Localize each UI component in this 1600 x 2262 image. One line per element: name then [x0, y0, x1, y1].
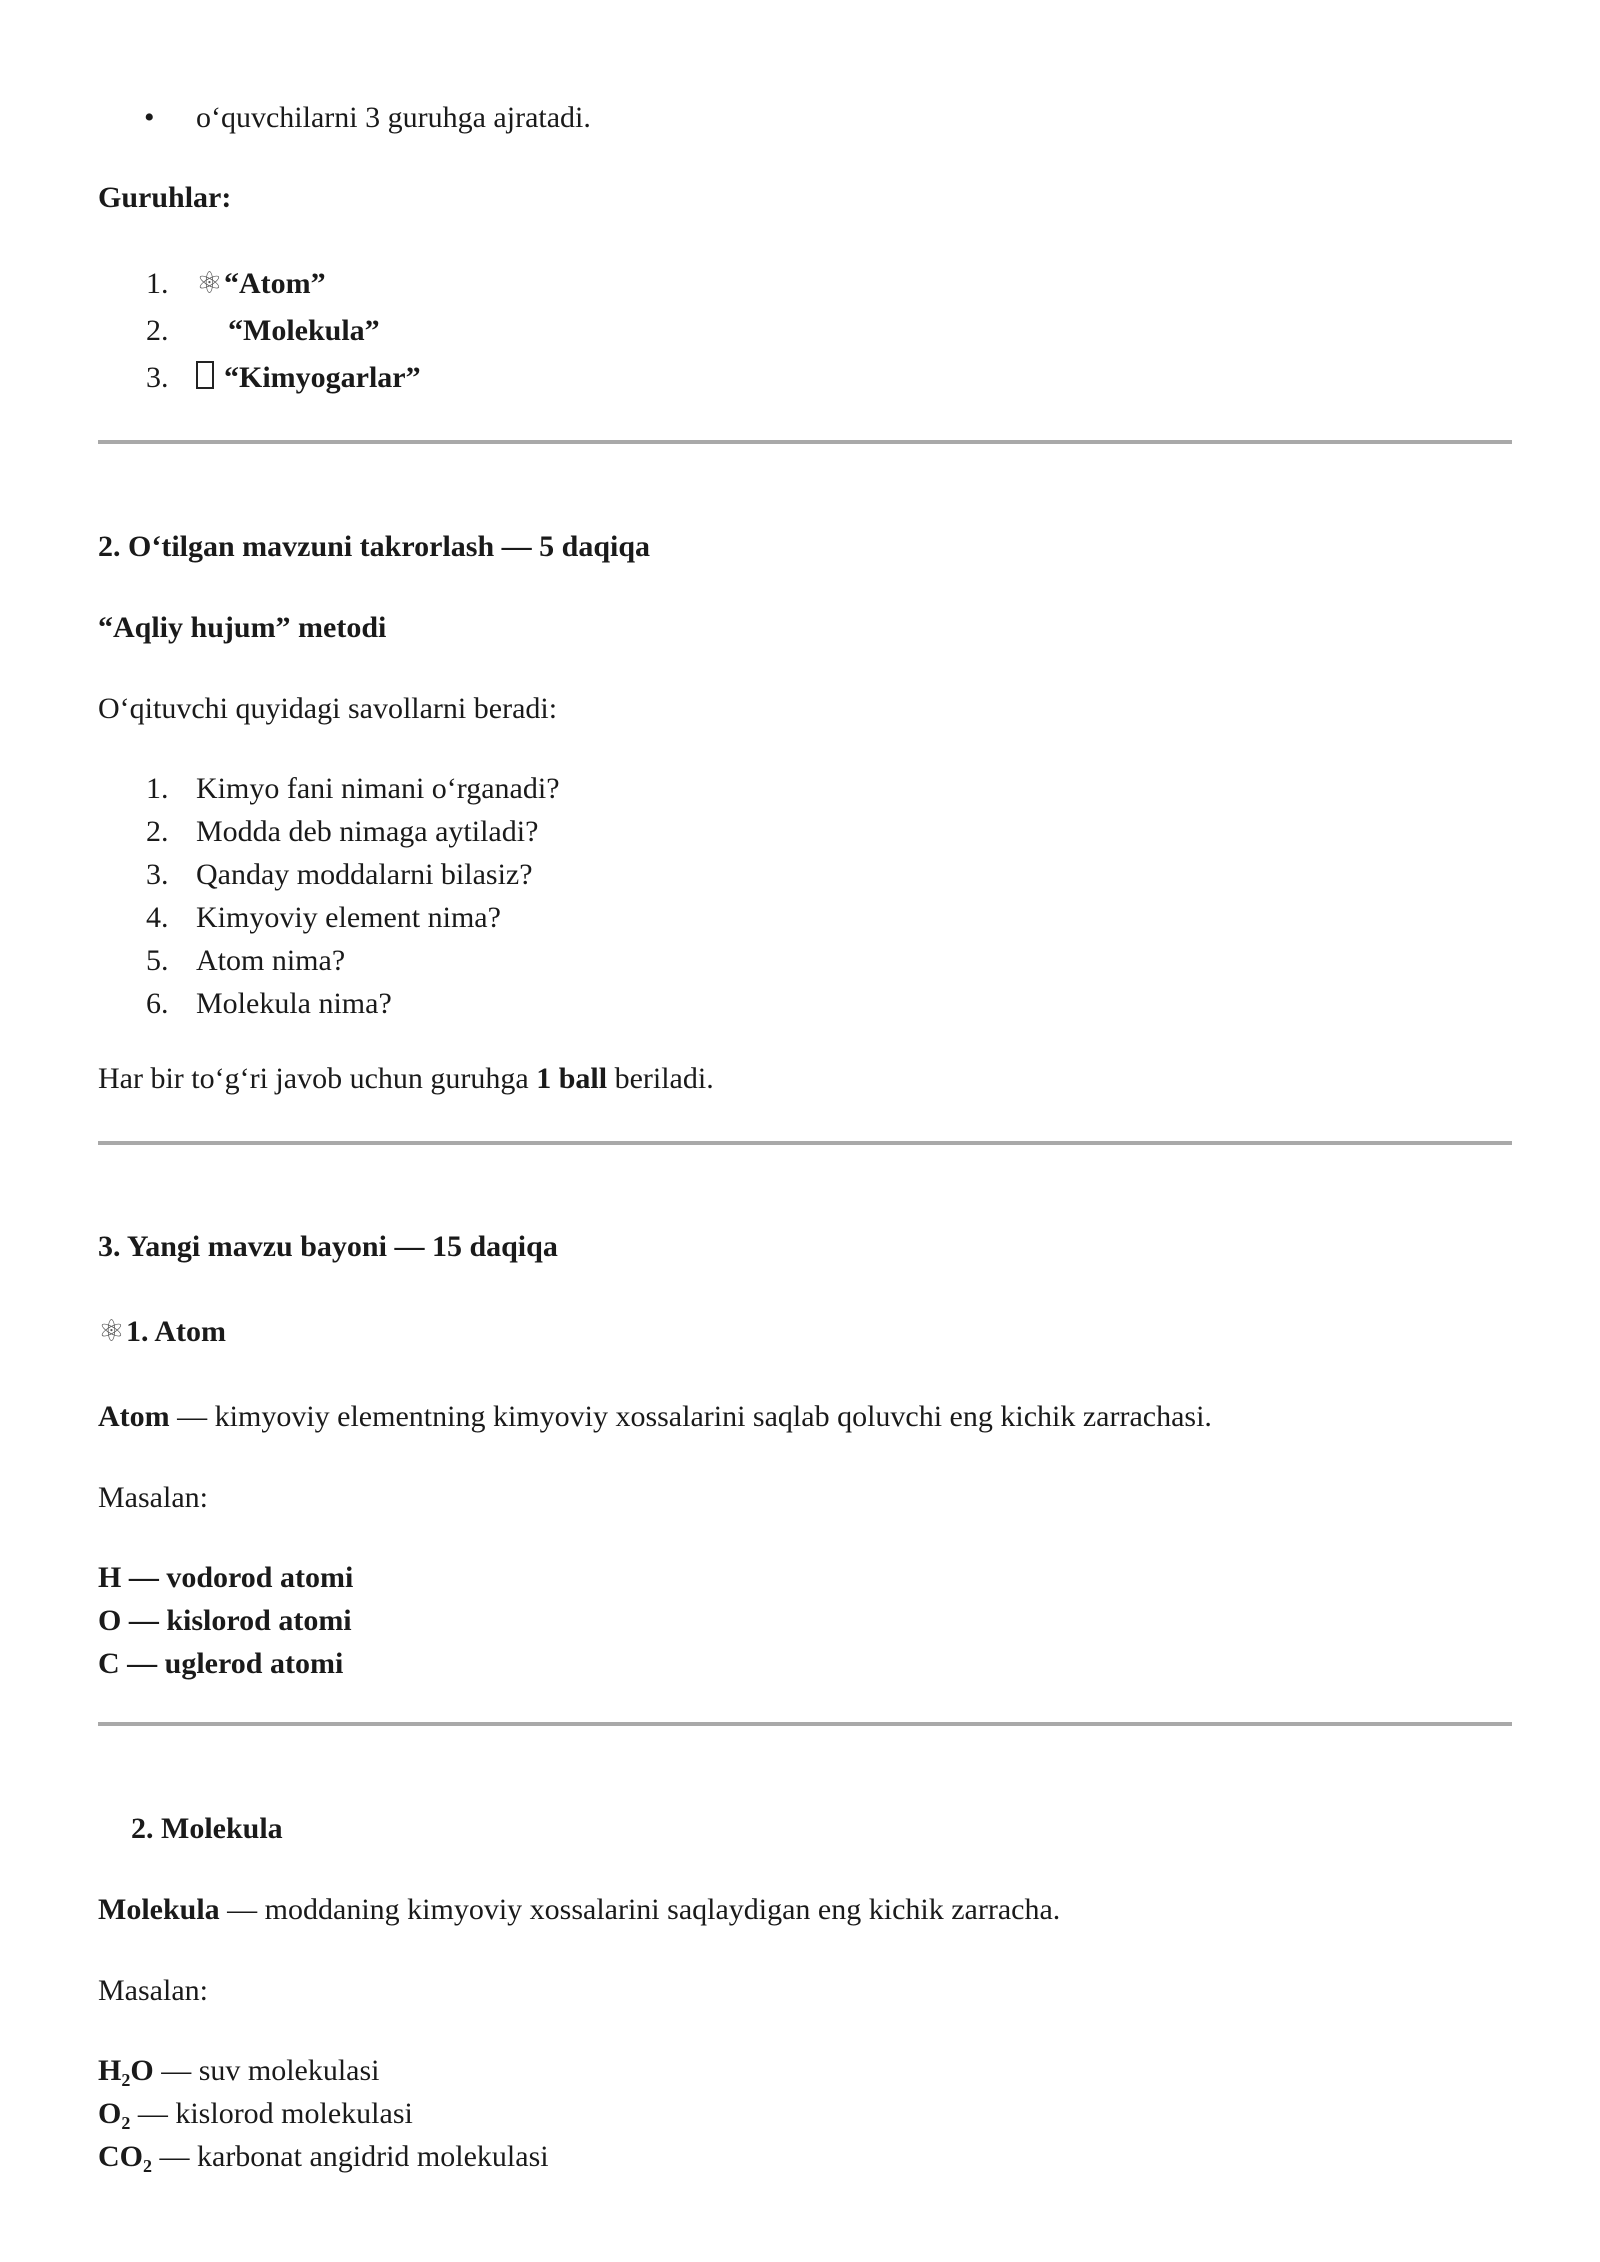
score-note: Har bir to‘g‘ri javob uchun guruhga 1 ball beriladi. — [98, 1062, 714, 1095]
section2-heading: 2. O‘tilgan mavzuni takrorlash — 5 daqiqa — [98, 530, 651, 563]
atom-icon: ⚛ — [196, 267, 223, 300]
bullet-icon: • — [144, 101, 155, 134]
list-item-group-atom: 1. ⚛“Atom” — [0, 262, 1600, 305]
list-item: 5. Atom nima? — [146, 944, 346, 977]
list-item: $H_2O$ — suv molekulasi — [98, 2054, 380, 2090]
list-item-group-molekula: 2. “Molekula” — [146, 314, 380, 347]
list-item: $CO_2$ — karbonat angidrid molekulasi — [98, 2140, 549, 2176]
atom-examples — [98, 1556, 353, 1685]
section-divider — [98, 440, 1512, 444]
list-item: 1. Kimyo fani nimani o‘rganadi? — [146, 772, 560, 805]
list-item-group-kimyogarlar: 3. “Kimyogarlar” — [146, 361, 421, 394]
section-divider — [98, 1141, 1512, 1145]
molecule-definition: Molekula — moddaning kimyoviy xossalarini saqlaydigan eng kichik zarracha. — [98, 1893, 1061, 1926]
missing-glyph-box-icon — [196, 361, 214, 389]
list-item: $O_2$ — kislorod molekulasi — [98, 2097, 413, 2133]
list-item: 3. Qanday moddalarni bilasiz? — [146, 858, 533, 891]
list-item: 6. Molekula nima? — [146, 987, 392, 1020]
list-item — [0, 96, 591, 139]
intro-bullet-list — [0, 96, 591, 139]
method-title: “Aqliy hujum” metodi — [98, 611, 387, 644]
list-item: 4. Kimyoviy element nima? — [146, 901, 501, 934]
atom-icon: ⚛ — [98, 1315, 125, 1348]
atom-definition: Atom — kimyoviy elementning kimyoviy xossalarini saqlab qoluvchi eng kichik zarrachasi. — [98, 1400, 1212, 1433]
section3-heading: 3. Yangi mavzu bayoni — 15 daqiqa — [98, 1230, 558, 1263]
groups-list — [0, 262, 1600, 399]
groups-heading: Guruhlar: — [98, 181, 232, 214]
questions-list — [0, 767, 1600, 1025]
list-item: 2. Modda deb nimaga aytiladi? — [146, 815, 539, 848]
molecule-subheading: 2. Molekula — [131, 1812, 283, 1845]
section-divider — [98, 1722, 1512, 1726]
atom-example-label: Masalan: — [98, 1481, 208, 1514]
atom-subheading: ⚛1. Atom — [98, 1310, 226, 1353]
molecule-examples — [98, 2049, 549, 2178]
questions-intro: O‘qituvchi quyidagi savollarni beradi: — [98, 692, 558, 725]
list-item: H — vodorod atomi — [98, 1561, 354, 1594]
molecule-example-label: Masalan: — [98, 1974, 208, 2007]
list-item: C — uglerod atomi — [98, 1647, 344, 1680]
list-item: O — kislorod atomi — [98, 1604, 352, 1637]
intro-bullet-text: o‘quvchilarni 3 guruhga ajratadi. — [196, 101, 591, 134]
